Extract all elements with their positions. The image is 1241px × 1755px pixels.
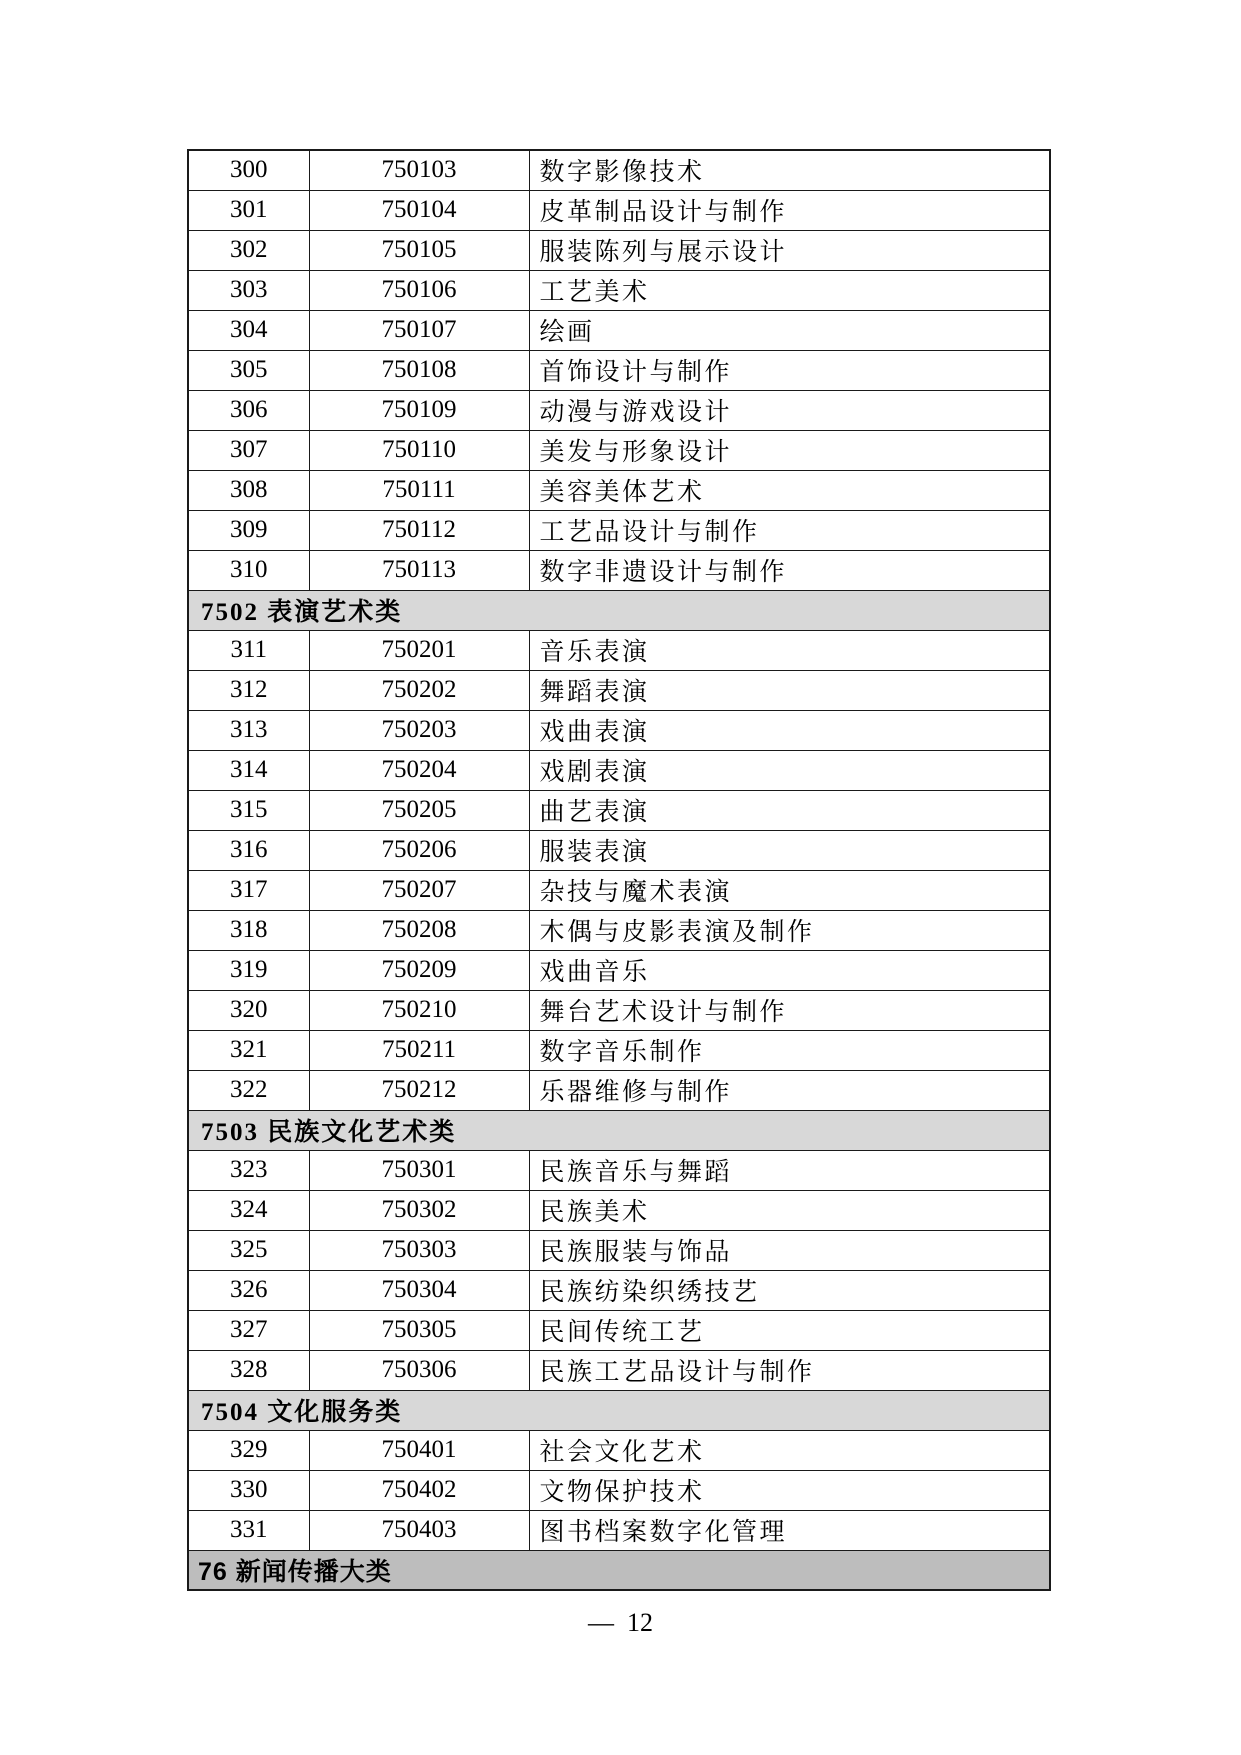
table-row xyxy=(188,990,1050,1030)
table-row xyxy=(188,430,1050,470)
seq-cell: 303 xyxy=(188,270,309,310)
seq-cell: 314 xyxy=(188,750,309,790)
table-row xyxy=(188,1430,1050,1470)
name-cell: 舞蹈表演 xyxy=(529,670,1050,710)
name-cell: 戏曲音乐 xyxy=(529,950,1050,990)
code-cell: 750207 xyxy=(309,870,529,910)
code-cell: 750112 xyxy=(309,510,529,550)
seq-cell: 307 xyxy=(188,430,309,470)
name-cell: 民族工艺品设计与制作 xyxy=(529,1350,1050,1390)
code-cell: 750306 xyxy=(309,1350,529,1390)
classification-table xyxy=(187,149,1051,1591)
name-cell: 杂技与魔术表演 xyxy=(529,870,1050,910)
name-cell: 戏剧表演 xyxy=(529,750,1050,790)
code-cell: 750210 xyxy=(309,990,529,1030)
seq-cell: 328 xyxy=(188,1350,309,1390)
name-cell: 动漫与游戏设计 xyxy=(529,390,1050,430)
code-cell: 750205 xyxy=(309,790,529,830)
name-cell: 舞台艺术设计与制作 xyxy=(529,990,1050,1030)
major-category-label: 76 新闻传播大类 xyxy=(188,1550,1050,1590)
code-cell: 750110 xyxy=(309,430,529,470)
code-cell: 750403 xyxy=(309,1510,529,1550)
seq-cell: 326 xyxy=(188,1270,309,1310)
seq-cell: 304 xyxy=(188,310,309,350)
name-cell: 音乐表演 xyxy=(529,630,1050,670)
section-header-row xyxy=(188,590,1050,630)
table-row xyxy=(188,910,1050,950)
name-cell: 工艺品设计与制作 xyxy=(529,510,1050,550)
name-cell: 民族服装与饰品 xyxy=(529,1230,1050,1270)
table-row xyxy=(188,670,1050,710)
table-row xyxy=(188,790,1050,830)
seq-cell: 331 xyxy=(188,1510,309,1550)
table-row xyxy=(188,150,1050,190)
seq-cell: 301 xyxy=(188,190,309,230)
name-cell: 数字影像技术 xyxy=(529,150,1050,190)
code-cell: 750301 xyxy=(309,1150,529,1190)
name-cell: 民族美术 xyxy=(529,1190,1050,1230)
code-cell: 750204 xyxy=(309,750,529,790)
table-row xyxy=(188,1070,1050,1110)
table-row xyxy=(188,190,1050,230)
name-cell: 服装陈列与展示设计 xyxy=(529,230,1050,270)
table-row xyxy=(188,390,1050,430)
name-cell: 图书档案数字化管理 xyxy=(529,1510,1050,1550)
code-cell: 750208 xyxy=(309,910,529,950)
table-row xyxy=(188,1150,1050,1190)
seq-cell: 311 xyxy=(188,630,309,670)
code-cell: 750113 xyxy=(309,550,529,590)
table-row xyxy=(188,1350,1050,1390)
code-cell: 750109 xyxy=(309,390,529,430)
name-cell: 社会文化艺术 xyxy=(529,1430,1050,1470)
table-row xyxy=(188,350,1050,390)
table-row xyxy=(188,1510,1050,1550)
table-row xyxy=(188,1230,1050,1270)
seq-cell: 319 xyxy=(188,950,309,990)
table-row xyxy=(188,870,1050,910)
code-cell: 750302 xyxy=(309,1190,529,1230)
major-category-row xyxy=(188,1550,1050,1590)
name-cell: 首饰设计与制作 xyxy=(529,350,1050,390)
table-row xyxy=(188,550,1050,590)
seq-cell: 323 xyxy=(188,1150,309,1190)
name-cell: 服装表演 xyxy=(529,830,1050,870)
code-cell: 750104 xyxy=(309,190,529,230)
section-header-row xyxy=(188,1110,1050,1150)
name-cell: 数字音乐制作 xyxy=(529,1030,1050,1070)
code-cell: 750111 xyxy=(309,470,529,510)
seq-cell: 320 xyxy=(188,990,309,1030)
code-cell: 750203 xyxy=(309,710,529,750)
table-row xyxy=(188,710,1050,750)
table-row xyxy=(188,230,1050,270)
seq-cell: 318 xyxy=(188,910,309,950)
code-cell: 750211 xyxy=(309,1030,529,1070)
name-cell: 文物保护技术 xyxy=(529,1470,1050,1510)
name-cell: 民族音乐与舞蹈 xyxy=(529,1150,1050,1190)
name-cell: 乐器维修与制作 xyxy=(529,1070,1050,1110)
code-cell: 750206 xyxy=(309,830,529,870)
seq-cell: 302 xyxy=(188,230,309,270)
table-row xyxy=(188,470,1050,510)
name-cell: 绘画 xyxy=(529,310,1050,350)
classification-table-body xyxy=(188,150,1050,1590)
seq-cell: 315 xyxy=(188,790,309,830)
page-number: — 12 xyxy=(588,1608,653,1637)
name-cell: 数字非遗设计与制作 xyxy=(529,550,1050,590)
seq-cell: 313 xyxy=(188,710,309,750)
code-cell: 750108 xyxy=(309,350,529,390)
code-cell: 750103 xyxy=(309,150,529,190)
table-row xyxy=(188,1270,1050,1310)
seq-cell: 305 xyxy=(188,350,309,390)
code-cell: 750209 xyxy=(309,950,529,990)
seq-cell: 308 xyxy=(188,470,309,510)
seq-cell: 300 xyxy=(188,150,309,190)
table-row xyxy=(188,1030,1050,1070)
section-header-label: 7502 表演艺术类 xyxy=(188,590,1050,630)
name-cell: 民间传统工艺 xyxy=(529,1310,1050,1350)
section-header-label: 7503 民族文化艺术类 xyxy=(188,1110,1050,1150)
table-row xyxy=(188,950,1050,990)
seq-cell: 330 xyxy=(188,1470,309,1510)
code-cell: 750202 xyxy=(309,670,529,710)
seq-cell: 312 xyxy=(188,670,309,710)
code-cell: 750201 xyxy=(309,630,529,670)
table-row xyxy=(188,310,1050,350)
section-header-row xyxy=(188,1390,1050,1430)
name-cell: 戏曲表演 xyxy=(529,710,1050,750)
seq-cell: 310 xyxy=(188,550,309,590)
seq-cell: 309 xyxy=(188,510,309,550)
name-cell: 皮革制品设计与制作 xyxy=(529,190,1050,230)
code-cell: 750401 xyxy=(309,1430,529,1470)
name-cell: 美发与形象设计 xyxy=(529,430,1050,470)
code-cell: 750402 xyxy=(309,1470,529,1510)
seq-cell: 324 xyxy=(188,1190,309,1230)
table-row xyxy=(188,1310,1050,1350)
code-cell: 750303 xyxy=(309,1230,529,1270)
table-row xyxy=(188,510,1050,550)
code-cell: 750212 xyxy=(309,1070,529,1110)
code-cell: 750305 xyxy=(309,1310,529,1350)
code-cell: 750105 xyxy=(309,230,529,270)
code-cell: 750304 xyxy=(309,1270,529,1310)
seq-cell: 316 xyxy=(188,830,309,870)
seq-cell: 325 xyxy=(188,1230,309,1270)
name-cell: 木偶与皮影表演及制作 xyxy=(529,910,1050,950)
seq-cell: 317 xyxy=(188,870,309,910)
table-row xyxy=(188,1470,1050,1510)
table-row xyxy=(188,270,1050,310)
seq-cell: 327 xyxy=(188,1310,309,1350)
name-cell: 曲艺表演 xyxy=(529,790,1050,830)
seq-cell: 321 xyxy=(188,1030,309,1070)
seq-cell: 306 xyxy=(188,390,309,430)
section-header-label: 7504 文化服务类 xyxy=(188,1390,1050,1430)
name-cell: 美容美体艺术 xyxy=(529,470,1050,510)
code-cell: 750106 xyxy=(309,270,529,310)
table-row xyxy=(188,750,1050,790)
name-cell: 工艺美术 xyxy=(529,270,1050,310)
code-cell: 750107 xyxy=(309,310,529,350)
seq-cell: 322 xyxy=(188,1070,309,1110)
table-row xyxy=(188,1190,1050,1230)
seq-cell: 329 xyxy=(188,1430,309,1470)
table-row xyxy=(188,830,1050,870)
table-row xyxy=(188,630,1050,670)
name-cell: 民族纺染织绣技艺 xyxy=(529,1270,1050,1310)
